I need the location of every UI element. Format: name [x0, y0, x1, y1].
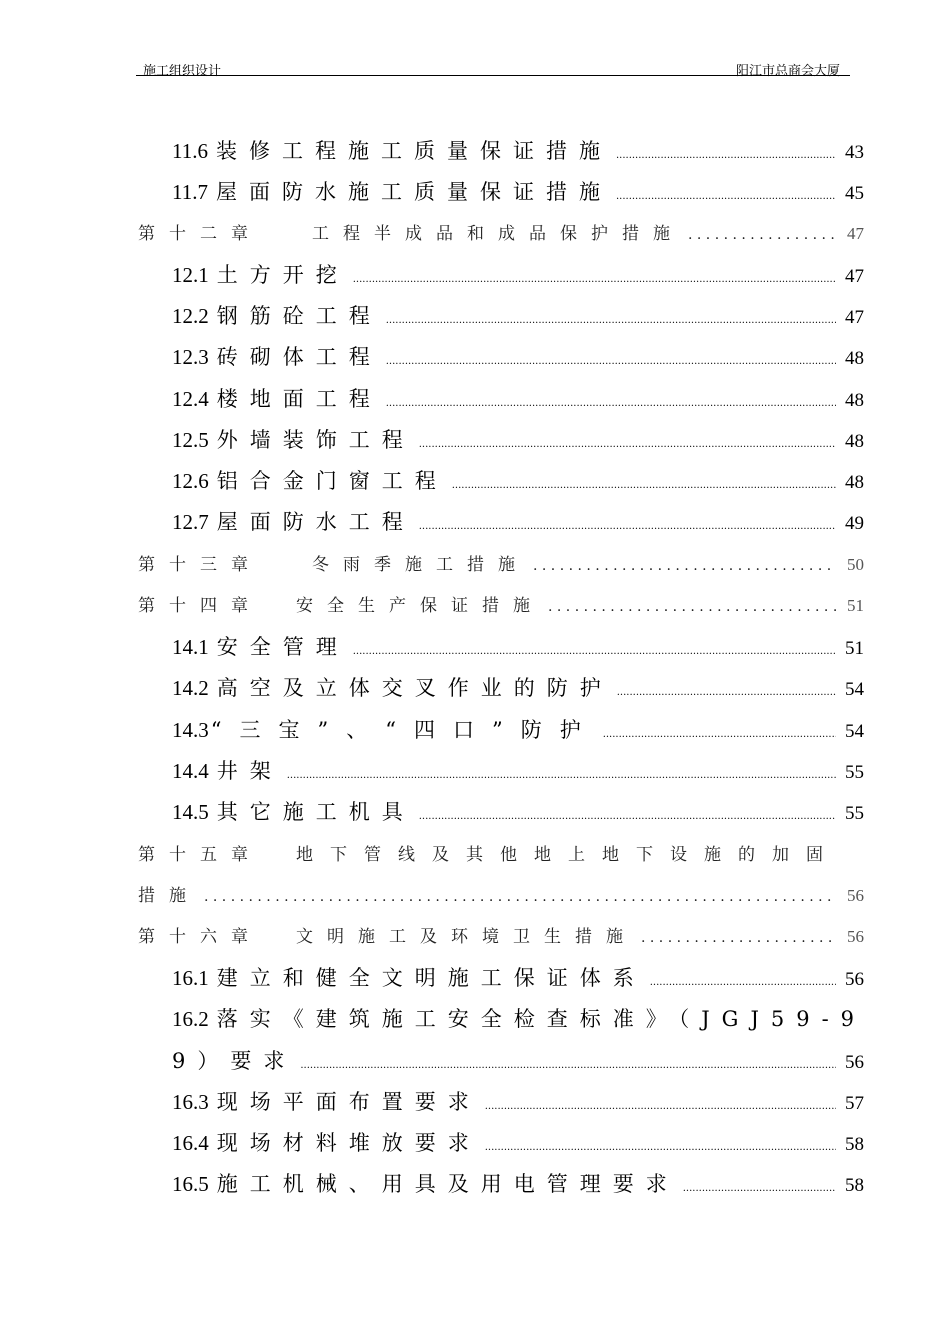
toc-entry[interactable] — [172, 259, 864, 289]
toc-number: 12.3 — [172, 345, 209, 369]
toc-number: 14.5 — [172, 800, 209, 824]
toc-entry[interactable] — [172, 300, 864, 330]
toc-entry[interactable] — [172, 714, 864, 744]
toc-leader — [386, 304, 836, 328]
toc-entry[interactable] — [172, 341, 864, 371]
toc-chapter[interactable] — [138, 550, 864, 575]
toc-number: 16.4 — [172, 1131, 209, 1155]
toc-number: 14.1 — [172, 635, 209, 659]
toc-page: 45 — [845, 183, 864, 204]
toc-page: 47 — [847, 224, 864, 243]
toc-title: 装修工程施工质量保证措施 — [215, 139, 612, 163]
toc-page: 43 — [845, 142, 864, 163]
toc-title: 落实《建筑施工安全检查标准》（JGJ59-9 — [216, 1007, 867, 1031]
toc-entry[interactable] — [172, 962, 864, 992]
toc-number: 12.2 — [172, 304, 209, 328]
toc-page: 57 — [845, 1093, 864, 1114]
toc-number: 16.1 — [172, 966, 209, 990]
toc-title: 地下管线及其他地上地下设施的加固 — [296, 845, 840, 865]
toc-title: “三宝”、“四口”防护 — [210, 718, 599, 742]
toc-page: 48 — [845, 390, 864, 411]
toc-title: 屋面防水施工质量保证措施 — [215, 180, 612, 204]
toc-leader — [688, 224, 836, 244]
toc-leader — [287, 759, 836, 783]
toc-leader — [617, 676, 836, 700]
toc-title: 冬雨季施工措施 — [312, 555, 529, 575]
toc-page: 48 — [845, 431, 864, 452]
toc-entry[interactable] — [172, 1127, 864, 1157]
toc-title: 现场平面布置要求 — [216, 1090, 481, 1114]
toc-number: 14.2 — [172, 676, 209, 700]
toc-leader — [386, 345, 836, 369]
toc-number: 12.4 — [172, 387, 209, 411]
toc-number: 16.2 — [172, 1007, 209, 1031]
toc-entry[interactable] — [172, 1003, 867, 1033]
toc-title: 钢筋砼工程 — [216, 304, 382, 328]
toc-chapter[interactable] — [138, 219, 864, 244]
toc-entry[interactable] — [172, 672, 864, 702]
toc-title: 高空及立体交叉作业的防护 — [216, 676, 613, 700]
toc-number: 11.6 — [172, 139, 208, 163]
toc-title: 安全生产保证措施 — [296, 596, 544, 616]
toc-entry[interactable] — [172, 631, 864, 661]
toc-leader — [548, 596, 836, 616]
toc-leader — [419, 800, 836, 824]
toc-entry[interactable] — [172, 465, 864, 495]
toc-leader — [533, 555, 836, 575]
toc-leader — [353, 635, 836, 659]
toc-chapter-number: 第十六章 — [138, 927, 262, 947]
toc-entry[interactable] — [172, 755, 864, 785]
toc-entry[interactable] — [172, 506, 864, 536]
toc-leader — [650, 966, 836, 990]
toc-leader — [300, 1049, 836, 1073]
toc-title-continuation: 措施 — [138, 886, 200, 906]
toc-title: 安全管理 — [216, 635, 349, 659]
header-right-title: 阳江市总商会大厦 — [735, 64, 840, 79]
toc-number: 12.7 — [172, 510, 209, 534]
toc-chapter-number: 第十二章 — [138, 224, 262, 244]
toc-number: 12.5 — [172, 428, 209, 452]
header-left-title: 施工组织设计 — [143, 64, 222, 79]
toc-leader — [419, 428, 836, 452]
toc-leader — [616, 180, 836, 204]
toc-title-continuation: 9）要求 — [172, 1049, 297, 1073]
toc-leader — [419, 510, 836, 534]
toc-leader — [641, 927, 836, 947]
toc-page: 58 — [845, 1175, 864, 1196]
toc-page: 56 — [845, 1052, 864, 1073]
toc-page: 55 — [845, 762, 864, 783]
toc-page: 50 — [847, 555, 864, 574]
toc-number: 14.4 — [172, 759, 209, 783]
toc-chapter[interactable] — [138, 840, 864, 865]
toc-entry[interactable] — [172, 383, 864, 413]
toc-entry-continuation[interactable] — [172, 1045, 864, 1075]
toc-title: 现场材料堆放要求 — [216, 1131, 481, 1155]
toc-page: 54 — [845, 721, 864, 742]
toc-page: 56 — [847, 886, 864, 905]
toc-title: 铝合金门窗工程 — [216, 469, 448, 493]
toc-leader — [485, 1090, 836, 1114]
toc-leader — [616, 139, 836, 163]
toc-page: 51 — [845, 638, 864, 659]
toc-title: 文明施工及环境卫生措施 — [296, 927, 637, 947]
toc-page: 47 — [845, 307, 864, 328]
toc-leader — [683, 1172, 836, 1196]
toc-title: 建立和健全文明施工保证体系 — [216, 966, 646, 990]
toc-title: 楼地面工程 — [216, 387, 382, 411]
toc-leader — [603, 718, 836, 742]
toc-number: 16.3 — [172, 1090, 209, 1114]
toc-leader — [485, 1131, 836, 1155]
toc-chapter[interactable] — [138, 922, 864, 947]
toc-page: 51 — [847, 596, 864, 615]
toc-page: 55 — [845, 803, 864, 824]
toc-chapter-continuation[interactable] — [138, 881, 864, 906]
toc-title: 砖砌体工程 — [216, 345, 382, 369]
toc-number: 12.6 — [172, 469, 209, 493]
toc-entry[interactable] — [172, 176, 864, 206]
toc-entry[interactable] — [172, 424, 864, 454]
toc-chapter-number: 第十五章 — [138, 845, 262, 865]
toc-number: 12.1 — [172, 263, 209, 287]
toc-entry[interactable] — [172, 1086, 864, 1116]
toc-page: 48 — [845, 472, 864, 493]
toc-page: 58 — [845, 1134, 864, 1155]
toc-title: 其它施工机具 — [216, 800, 415, 824]
toc-entry[interactable] — [172, 135, 864, 165]
toc-leader — [386, 387, 836, 411]
toc-title: 屋面防水工程 — [216, 510, 415, 534]
toc-number: 14.3 — [172, 718, 209, 742]
toc-page: 48 — [845, 348, 864, 369]
toc-number: 11.7 — [172, 180, 208, 204]
toc-chapter-number: 第十四章 — [138, 596, 262, 616]
toc-leader — [452, 469, 836, 493]
toc-title: 土方开挖 — [216, 263, 349, 287]
toc-title: 工程半成品和成品保护措施 — [312, 224, 684, 244]
toc-title: 外墙装饰工程 — [216, 428, 415, 452]
toc-number: 16.5 — [172, 1172, 209, 1196]
toc-chapter[interactable] — [138, 591, 864, 616]
toc-leader — [204, 886, 836, 906]
toc-leader — [353, 263, 836, 287]
toc-page: 54 — [845, 679, 864, 700]
toc-entry[interactable] — [172, 1168, 864, 1198]
toc-title: 施工机械、用具及用电管理要求 — [216, 1172, 679, 1196]
toc-page: 49 — [845, 513, 864, 534]
toc-page: 56 — [845, 969, 864, 990]
toc-page: 56 — [847, 927, 864, 946]
toc-chapter-number: 第十三章 — [138, 555, 262, 575]
toc-entry[interactable] — [172, 796, 864, 826]
toc-page: 47 — [845, 266, 864, 287]
toc-title: 井架 — [216, 759, 283, 783]
